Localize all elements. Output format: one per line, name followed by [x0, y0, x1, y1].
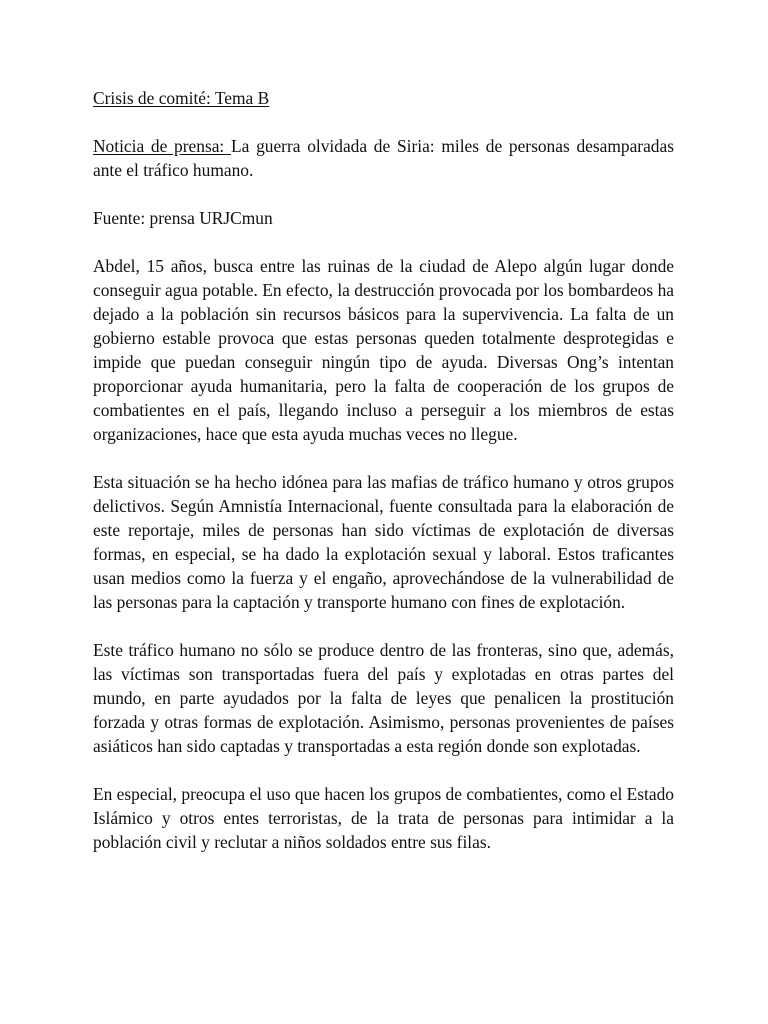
- body-paragraph-4: En especial, preocupa el uso que hacen los grupos de combatientes, como el Estado Islámico y otros entes terroristas, de la trata de personas para intimidar a la población civil y reclutar a niños soldados entre sus filas.: [93, 784, 674, 852]
- source-line: Fuente: prensa URJCmun: [93, 208, 273, 228]
- press-label: Noticia de prensa:: [93, 136, 231, 156]
- press-headline-block: [93, 134, 674, 182]
- document-heading: [93, 86, 674, 110]
- document-page: [93, 86, 674, 878]
- body-paragraph-3: Este tráfico humano no sólo se produce dentro de las fronteras, sino que, además, las víctimas son transportadas fuera del país y explotadas en otras partes del mundo, en parte ayudados por la falta de leyes que penalicen la prostitución forzada y otras formas de explotación. Asimismo, personas provenientes de países asiáticos han sido captadas y transportadas a esta región donde son explotadas.: [93, 640, 674, 756]
- press-headline: La guerra olvidada de Siria: miles de personas desamparadas ante el tráfico humano.: [93, 136, 674, 180]
- body-paragraph-2: Esta situación se ha hecho idónea para las mafias de tráfico humano y otros grupos delictivos. Según Amnistía Internacional, fuente consultada para la elaboración de este reportaje, miles de personas han sido víctimas de explotación de diversas formas, en especial, se ha dado la explotación sexual y laboral. Estos traficantes usan medios como la fuerza y el engaño, aprovechándose de la vulnerabilidad de las personas para la captación y transporte humano con fines de explotación.: [93, 472, 674, 612]
- body-paragraph-1: Abdel, 15 años, busca entre las ruinas de la ciudad de Alepo algún lugar donde conseguir agua potable. En efecto, la destrucción provocada por los bombardeos ha dejado a la población sin recursos básicos para la supervivencia. La falta de un gobierno estable provoca que estas personas queden totalmente desprotegidas e impide que puedan conseguir ningún tipo de ayuda. Diversas Ong’s intentan proporcionar ayuda humanitaria, pero la falta de cooperación de los grupos de combatientes en el país, llegando incluso a perseguir a los miembros de estas organizaciones, hace que esta ayuda muchas veces no llegue.: [93, 256, 674, 444]
- heading-text: Crisis de comité: Tema B: [93, 88, 270, 108]
